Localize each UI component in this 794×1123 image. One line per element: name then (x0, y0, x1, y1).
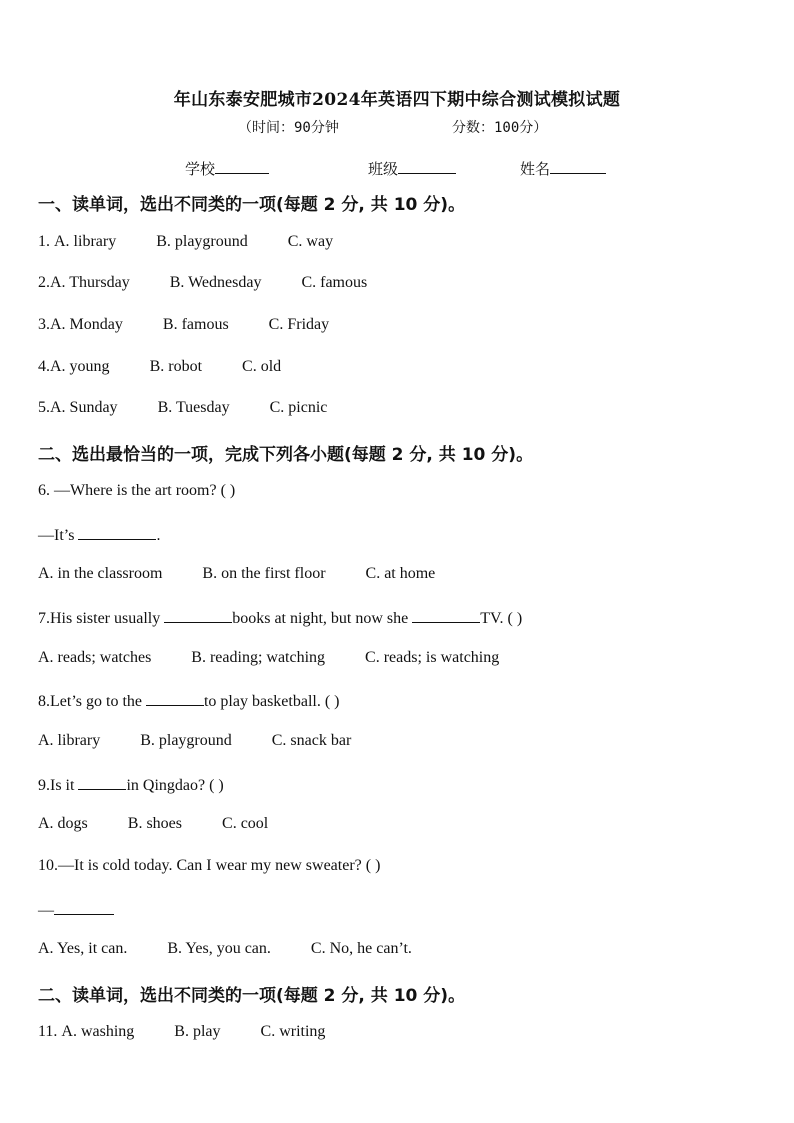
stem-part-2: to play basketball. ( ) (203, 693, 340, 710)
section-2-heading: 二、选出最恰当的一项，完成下列各小题(每题 2 分, 共 10 分)。 (38, 445, 534, 465)
stem-part-2: in Qingdao? ( ) (126, 777, 224, 794)
question-10-answer (38, 899, 114, 920)
option-a: A. library (38, 732, 101, 749)
question-8-options (38, 732, 351, 750)
question-9-stem (38, 774, 224, 795)
option-a: A. Monday (50, 316, 123, 333)
question-9-options (38, 815, 268, 833)
option-a: A. Yes, it can. (38, 940, 128, 957)
option-c: C. snack bar (271, 732, 352, 749)
stem-part-1: 8.Let’s go to the (38, 693, 146, 710)
option-a: A. young (50, 358, 110, 375)
option-b: B. shoes (127, 815, 183, 832)
exam-score: 分数：100分） (452, 120, 548, 136)
option-b: B. Wednesday (169, 274, 262, 291)
answer-suffix: . (156, 527, 161, 544)
option-b: B. famous (162, 316, 229, 333)
answer-prefix: — (38, 902, 54, 919)
answer-blank-2[interactable] (412, 607, 480, 623)
question-6-options (38, 565, 435, 583)
option-c: C. at home (365, 565, 436, 582)
question-number: 4. (38, 358, 50, 375)
stem-part-1: 9.Is it (38, 777, 79, 794)
section-3-heading: 二、读单词，选出不同类的一项(每题 2 分, 共 10 分)。 (38, 986, 466, 1006)
question-5 (38, 399, 327, 417)
option-c: C. writing (260, 1023, 326, 1040)
stem-part-3: TV. ( ) (480, 610, 523, 627)
option-a: A. library (54, 233, 117, 250)
answer-blank[interactable] (78, 774, 126, 790)
question-6-stem: 6. —Where is the art room? ( ) (38, 482, 236, 499)
question-1 (38, 233, 333, 251)
exam-title: 年山东泰安肥城市2024年英语四下期中综合测试模拟试题 (173, 90, 621, 110)
stem-part-1: 7.His sister usually (38, 610, 165, 627)
question-number: 11. (38, 1023, 62, 1040)
stem-part-2: books at night, but now she (232, 610, 413, 627)
option-a: A. Thursday (50, 274, 130, 291)
school-field (185, 158, 269, 179)
option-b: B. Tuesday (157, 399, 230, 416)
question-7-stem (38, 607, 522, 628)
question-number: 1. (38, 233, 54, 250)
answer-blank[interactable] (78, 524, 156, 540)
option-a: A. washing (61, 1023, 135, 1040)
option-c: C. Friday (268, 316, 330, 333)
option-c: C. No, he can’t. (310, 940, 412, 957)
question-3 (38, 316, 329, 334)
class-field (368, 158, 456, 179)
option-c: C. cool (222, 815, 269, 832)
option-a: A. reads; watches (38, 649, 152, 666)
exam-time: （时间：90分钟 (238, 120, 339, 136)
section-1-heading: 一、读单词，选出不同类的一项(每题 2 分, 共 10 分)。 (38, 195, 466, 215)
option-b: B. playground (140, 732, 232, 749)
option-b: B. play (174, 1023, 221, 1040)
option-a: A. dogs (38, 815, 88, 832)
question-number: 3. (38, 316, 50, 333)
option-c: C. way (287, 233, 334, 250)
answer-blank[interactable] (54, 899, 114, 915)
answer-blank-1[interactable] (164, 607, 232, 623)
question-7-options (38, 649, 499, 667)
option-b: B. robot (149, 358, 203, 375)
question-number: 5. (38, 399, 50, 416)
option-b: B. on the first floor (202, 565, 326, 582)
option-c: C. old (242, 358, 282, 375)
option-b: B. playground (156, 233, 248, 250)
question-8-stem (38, 690, 340, 711)
question-6-answer (38, 524, 160, 545)
school-label: 学校 (185, 160, 216, 178)
question-number: 2. (38, 274, 50, 291)
school-blank[interactable] (215, 158, 269, 174)
option-c: C. famous (301, 274, 368, 291)
question-10-stem: 10.—It is cold today. Can I wear my new sweater? ( ) (38, 857, 381, 874)
option-c: C. picnic (269, 399, 328, 416)
name-blank[interactable] (550, 158, 606, 174)
option-b: B. reading; watching (191, 649, 326, 666)
option-a: A. in the classroom (38, 565, 163, 582)
class-label: 班级 (368, 160, 399, 178)
class-blank[interactable] (398, 158, 456, 174)
question-4 (38, 358, 281, 376)
name-field (520, 158, 606, 179)
answer-prefix: —It’s (38, 527, 79, 544)
option-c: C. reads; is watching (365, 649, 500, 666)
name-label: 姓名 (520, 160, 551, 178)
option-a: A. Sunday (50, 399, 118, 416)
answer-blank[interactable] (146, 690, 204, 706)
option-b: B. Yes, you can. (167, 940, 271, 957)
question-10-options (38, 940, 412, 958)
question-2 (38, 274, 367, 292)
question-11 (38, 1023, 325, 1041)
